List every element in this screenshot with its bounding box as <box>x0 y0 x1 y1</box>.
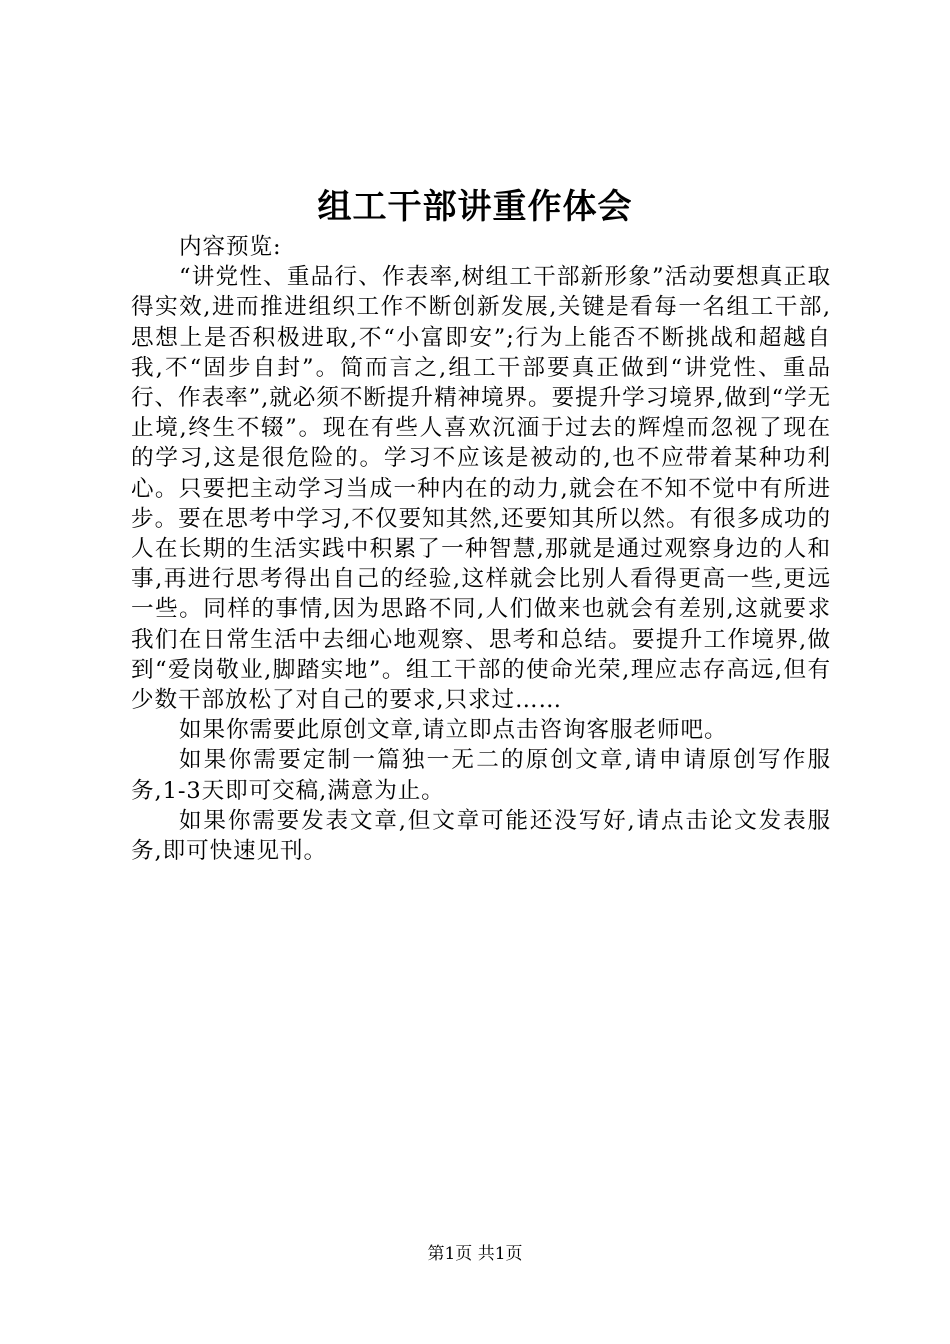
consult-service-paragraph: 如果你需要此原创文章,请立即点击咨询客服老师吧。 <box>179 717 728 744</box>
page-number-footer: 第1页 共1页 <box>427 1244 523 1264</box>
custom-writing-paragraph: 如果你需要定制一篇独一无二的原创文章,请申请原创写作服务,1-3天即可交稿,满意为止。 <box>131 747 831 804</box>
preview-label: 内容预览: <box>179 234 282 260</box>
page-title: 组工干部讲重作体会 <box>317 187 633 227</box>
publish-service-paragraph: 如果你需要发表文章,但文章可能还没写好,请点击论文发表服务,即可快速见刊。 <box>131 807 831 865</box>
preview-paragraph: “讲党性、重品行、作表率,树组工干部新形象”活动要想真正取得实效,进而推进组织工作不断创新发展,关键是看每一名组工干部,思想上是否积极进取,不“小富即安”;行为上能否不断挑战和超越自我,不“固步自封”。简而言之,组工干部要真正做到“讲党性、重品行、作表率”,就必须不断提升精神境界。要提升学习境界,做到“学无止境,终生不辍”。现在有些人喜欢沉湎于过去的辉煌而忽视了现在的学习,这是很危险的。学习不应该是被动的,也不应带着某种功利心。只要把主动学习当成一种内在的动力,就会在不知不觉中有所进步。要在思考中学习,不仅要知其然,还要知其所以然。有很多成功的人在长期的生活实践中积累了一种智慧,那就是通过观察身边的人和事,再进行思考得出自己的经验,这样就会比别人看得更高一些,更远一些。同样的事情,因为思路不同,人们做来也就会有差别,这就要求我们在日常生活中去细心地观察、思考和总结。要提升工作境界,做到“爱岗敬业,脚踏实地”。组工干部的使命光荣,理应志存高远,但有少数干部放松了对自己的要求,只求过…… <box>131 264 831 714</box>
document-body <box>131 232 831 866</box>
